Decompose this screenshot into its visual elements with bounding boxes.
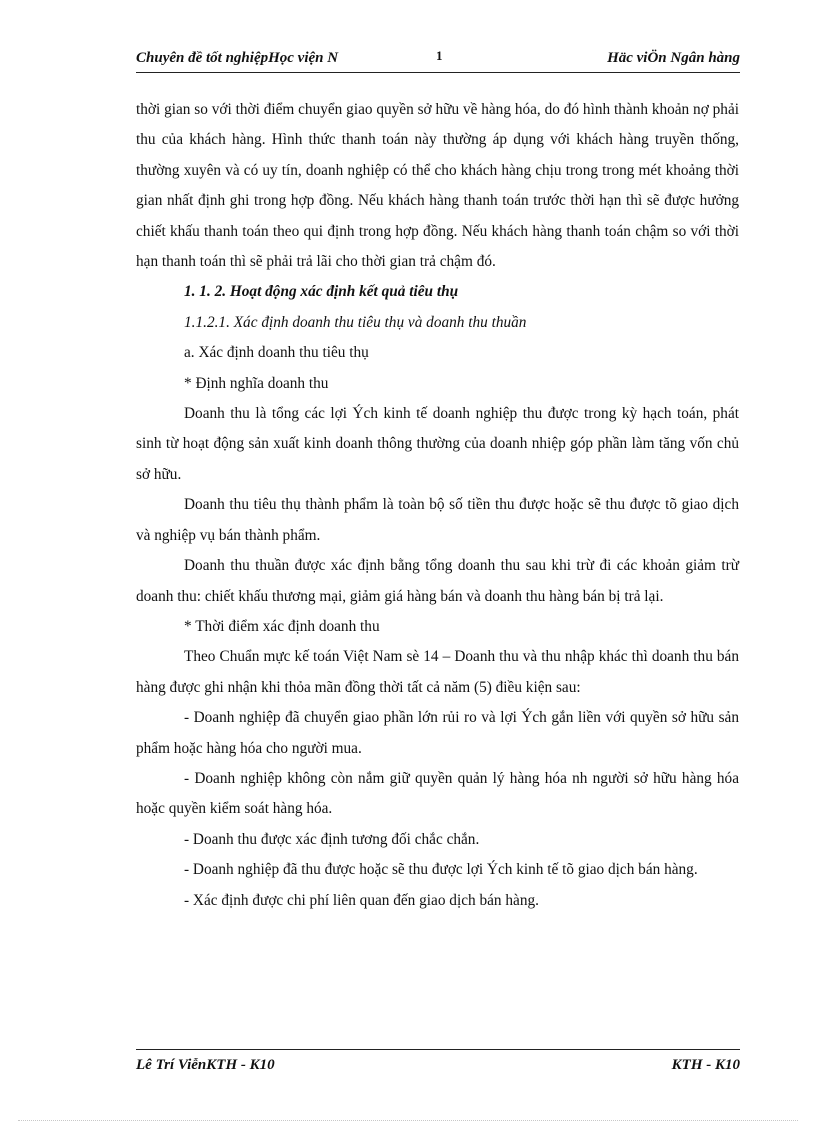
paragraph: Doanh thu thuần được xác định bằng tổng doanh thu sau khi trừ đi các khoản giảm trừ doanh thu: chiết khấu thương mại, giảm giá hàng bán và doanh thu hàng bán bị trả lại. (136, 557, 739, 605)
page-header (136, 46, 740, 73)
paragraph: Theo Chuẩn mực kế toán Việt Nam sè 14 – Doanh thu và thu nhập khác thì doanh thu bán hàng được ghi nhận khi thỏa mãn đồng thời tất cả năm (5) điều kiện sau: (136, 648, 739, 696)
header-left-text: Chuyên đề tốt nghiệpHọc viện N (136, 50, 339, 66)
condition-item: - Doanh thu được xác định tương đối chắc chắn. (184, 830, 480, 848)
paragraph: Doanh thu tiêu thụ thành phẩm là toàn bộ số tiền thu được hoặc sẽ thu được tõ giao dịch và nghiệp vụ bán thành phẩm. (136, 496, 739, 544)
footer-left-text: Lê Trí ViễnKTH - K10 (136, 1057, 275, 1073)
condition-item: - Doanh nghiệp đã thu được hoặc sẽ thu được lợi Ých kinh tế tõ giao dịch bán hàng. (184, 861, 698, 879)
page-footer (136, 1049, 740, 1080)
paragraph: Doanh thu là tổng các lợi Ých kinh tế doanh nghiệp thu được trong kỳ hạch toán, phát sinh từ hoạt động sản xuất kinh doanh thông thường của doanh nhiệp góp phần làm tăng vốn chủ sở hữu. (136, 405, 739, 483)
footer-right-text: KTH - K10 (671, 1057, 740, 1073)
condition-item: - Xác định được chi phí liên quan đến giao dịch bán hàng. (184, 891, 539, 909)
document-body (136, 95, 739, 916)
definition-heading: * Định nghĩa doanh thu (184, 374, 329, 392)
paragraph-continued: thời gian so với thời điểm chuyển giao quyền sở hữu về hàng hóa, do đó hình thành khoản nợ phải thu của khách hàng. Hình thức thanh toán này thường áp dụng với khách hàng truyền thống, thường xuyên và có uy tín, doanh nghiệp có thể cho khách hàng chịu trong trong mét khoảng thời gian nhất định ghi trong hợp đồng. Nếu khách hàng thanh toán trước thời hạn thì sẽ được hưởng chiết khấu thanh toán theo qui định trong hợp đồng. Nếu khách hàng thanh toán chậm so với thời hạn thanh toán thì sẽ phải trả lãi cho thời gian trả chậm đó. (136, 101, 739, 271)
subsection-heading: 1.1.2.1. Xác định doanh thu tiêu thụ và doanh thu thuần (184, 313, 527, 331)
section-heading: 1. 1. 2. Hoạt động xác định kết quả tiêu thụ (184, 283, 459, 301)
header-right-text: Häc viÖn Ngân hàng (607, 50, 740, 66)
condition-item: - Doanh nghiệp không còn nắm giữ quyền quản lý hàng hóa nh người sở hữu hàng hóa hoặc quyền kiểm soát hàng hóa. (136, 769, 739, 818)
timing-heading: * Thời điểm xác định doanh thu (184, 617, 380, 635)
condition-item: - Doanh nghiệp đã chuyển giao phần lớn rủi ro và lợi Ých gắn liền với quyền sở hữu sản phẩm hoặc hàng hóa cho người mua. (136, 709, 739, 757)
page-edge-divider (18, 1120, 798, 1121)
page-number: 1 (436, 48, 443, 63)
item-heading: a. Xác định doanh thu tiêu thụ (184, 344, 369, 362)
